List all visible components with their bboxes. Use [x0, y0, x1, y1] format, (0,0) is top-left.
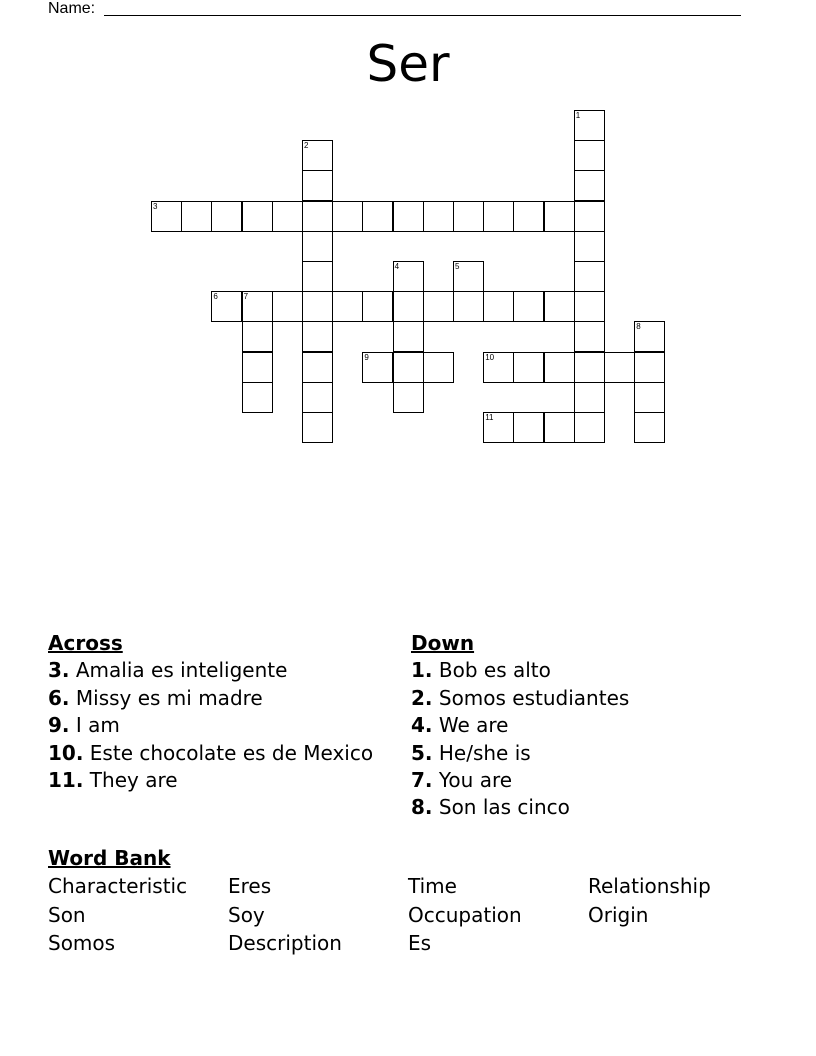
crossword-cell[interactable]	[272, 201, 303, 232]
word-bank-item: Es	[408, 931, 432, 955]
crossword-cell[interactable]	[574, 261, 605, 292]
crossword-cell[interactable]	[513, 352, 544, 383]
clue-down-1	[411, 657, 629, 684]
clue-across-6	[48, 685, 373, 712]
clue-across-9	[48, 712, 373, 739]
crossword-cell[interactable]	[302, 321, 333, 352]
crossword-cell[interactable]	[242, 321, 273, 352]
across-clues	[48, 630, 373, 794]
word-bank-item: Characteristic	[48, 874, 188, 898]
crossword-cell[interactable]	[574, 291, 605, 322]
crossword-cell[interactable]	[332, 201, 363, 232]
crossword-cell[interactable]	[544, 291, 575, 322]
crossword-cell[interactable]	[393, 352, 424, 383]
word-bank-item: Relationship	[588, 874, 711, 898]
clue-text: Son las cinco	[438, 795, 570, 820]
word-bank-item: Origin	[588, 903, 649, 927]
clue-number-label: 10	[485, 352, 495, 362]
crossword-cell[interactable]	[362, 352, 393, 383]
crossword-cell[interactable]	[513, 291, 544, 322]
crossword-cell[interactable]	[302, 201, 333, 232]
crossword-cell[interactable]	[544, 201, 575, 232]
crossword-cell[interactable]	[423, 291, 454, 322]
crossword-cell[interactable]	[302, 261, 333, 292]
clue-text: Amalia es inteligente	[75, 658, 288, 683]
crossword-cell[interactable]	[574, 201, 605, 232]
clue-number-label: 6	[213, 292, 218, 302]
down-clues	[411, 630, 629, 822]
clue-number-label: 8	[636, 322, 641, 332]
crossword-cell[interactable]	[211, 291, 242, 322]
word-bank-item: Somos	[48, 931, 116, 955]
crossword-cell[interactable]	[574, 140, 605, 171]
crossword-cell[interactable]	[544, 352, 575, 383]
crossword-cell[interactable]	[302, 140, 333, 171]
clue-across-11	[48, 767, 373, 794]
word-bank-item: Soy	[228, 903, 265, 927]
crossword-cell[interactable]	[574, 412, 605, 443]
clue-text: We are	[438, 713, 509, 738]
clue-number-label: 2	[304, 141, 309, 151]
clue-number: 1.	[411, 658, 433, 683]
clue-text: He/she is	[438, 740, 531, 765]
crossword-cell[interactable]	[242, 352, 273, 383]
crossword-cell[interactable]	[362, 291, 393, 322]
crossword-cell[interactable]	[574, 110, 605, 141]
word-bank-item: Description	[228, 931, 342, 955]
crossword-cell[interactable]	[544, 412, 575, 443]
clue-number-label: 4	[394, 262, 400, 271]
clue-text: Bob es alto	[438, 658, 551, 683]
clue-number-label: 9	[364, 352, 369, 362]
clue-down-4	[411, 712, 629, 739]
crossword-cell[interactable]	[634, 352, 665, 383]
clue-number: 3.	[48, 658, 70, 683]
clue-number-label: 1	[575, 111, 581, 120]
clue-number: 10.	[48, 740, 84, 765]
crossword-cell[interactable]	[211, 201, 242, 232]
crossword-cell[interactable]	[181, 201, 212, 232]
crossword-cell[interactable]	[272, 291, 303, 322]
crossword-cell[interactable]	[302, 382, 333, 413]
crossword-cell[interactable]	[453, 201, 484, 232]
clue-text: Somos estudiantes	[438, 685, 630, 710]
clue-text: Missy es mi madre	[75, 685, 263, 710]
crossword-cell[interactable]	[574, 321, 605, 352]
clue-number: 2.	[411, 685, 433, 710]
clue-number: 6.	[48, 685, 70, 710]
crossword-cell[interactable]	[453, 291, 484, 322]
clue-text: They are	[89, 768, 178, 793]
name-label: Name:	[48, 0, 96, 17]
crossword-cell[interactable]	[302, 352, 333, 383]
clue-number: 11.	[48, 768, 84, 793]
clue-down-7	[411, 767, 629, 794]
crossword-cell[interactable]	[604, 352, 635, 383]
crossword-cell[interactable]	[302, 412, 333, 443]
crossword-cell[interactable]	[574, 231, 605, 262]
crossword-cell[interactable]	[302, 291, 333, 322]
crossword-cell[interactable]	[302, 170, 333, 201]
crossword-cell[interactable]	[453, 261, 484, 292]
clue-text: Este chocolate es de Mexico	[89, 740, 374, 765]
clue-number-label: 11	[485, 413, 494, 422]
crossword-cell[interactable]	[332, 291, 363, 322]
word-bank-heading: Word Bank	[48, 846, 171, 870]
crossword-cell[interactable]	[393, 382, 424, 413]
crossword-cell[interactable]	[483, 291, 514, 322]
crossword-cell[interactable]	[393, 291, 424, 322]
crossword-cell[interactable]	[483, 201, 514, 232]
clue-down-2	[411, 685, 629, 712]
crossword-cell[interactable]	[513, 412, 544, 443]
clue-across-10	[48, 740, 373, 767]
crossword-cell[interactable]	[362, 201, 393, 232]
clue-number: 7.	[411, 768, 433, 793]
crossword-cell[interactable]	[242, 291, 273, 322]
word-bank-item: Time	[408, 874, 457, 898]
clue-text: You are	[438, 768, 513, 793]
clue-number: 9.	[48, 713, 70, 738]
clue-number: 4.	[411, 713, 433, 738]
crossword-cell[interactable]	[393, 321, 424, 352]
crossword-cell[interactable]	[242, 382, 273, 413]
clue-number: 5.	[411, 740, 433, 765]
crossword-cell[interactable]	[574, 170, 605, 201]
word-bank-item: Son	[48, 903, 86, 927]
clue-across-3	[48, 657, 373, 684]
crossword-grid	[0, 0, 816, 460]
clue-down-8	[411, 794, 629, 821]
crossword-cell[interactable]	[393, 261, 424, 292]
crossword-cell[interactable]	[574, 382, 605, 413]
clue-number: 8.	[411, 795, 433, 820]
crossword-cell[interactable]	[513, 201, 544, 232]
page-title: Ser	[366, 35, 450, 93]
crossword-cell[interactable]	[634, 382, 665, 413]
clue-down-5	[411, 740, 629, 767]
crossword-cell[interactable]	[634, 321, 665, 352]
down-heading: Down	[411, 631, 475, 655]
crossword-cell[interactable]	[151, 201, 182, 232]
crossword-cell[interactable]	[423, 352, 454, 383]
across-heading: Across	[48, 631, 123, 655]
crossword-cell[interactable]	[242, 201, 273, 232]
crossword-cell[interactable]	[634, 412, 665, 443]
crossword-cell[interactable]	[423, 201, 454, 232]
word-bank-item: Occupation	[408, 903, 522, 927]
word-bank-item: Eres	[228, 874, 272, 898]
crossword-cell[interactable]	[483, 352, 514, 383]
crossword-cell[interactable]	[302, 231, 333, 262]
clue-number-label: 7	[243, 292, 249, 302]
clue-text: I am	[75, 713, 120, 738]
clue-number-label: 3	[153, 201, 158, 211]
crossword-cell[interactable]	[574, 352, 605, 383]
clue-number-label: 5	[455, 262, 460, 271]
crossword-cell[interactable]	[393, 201, 424, 232]
crossword-cell[interactable]	[483, 412, 514, 443]
